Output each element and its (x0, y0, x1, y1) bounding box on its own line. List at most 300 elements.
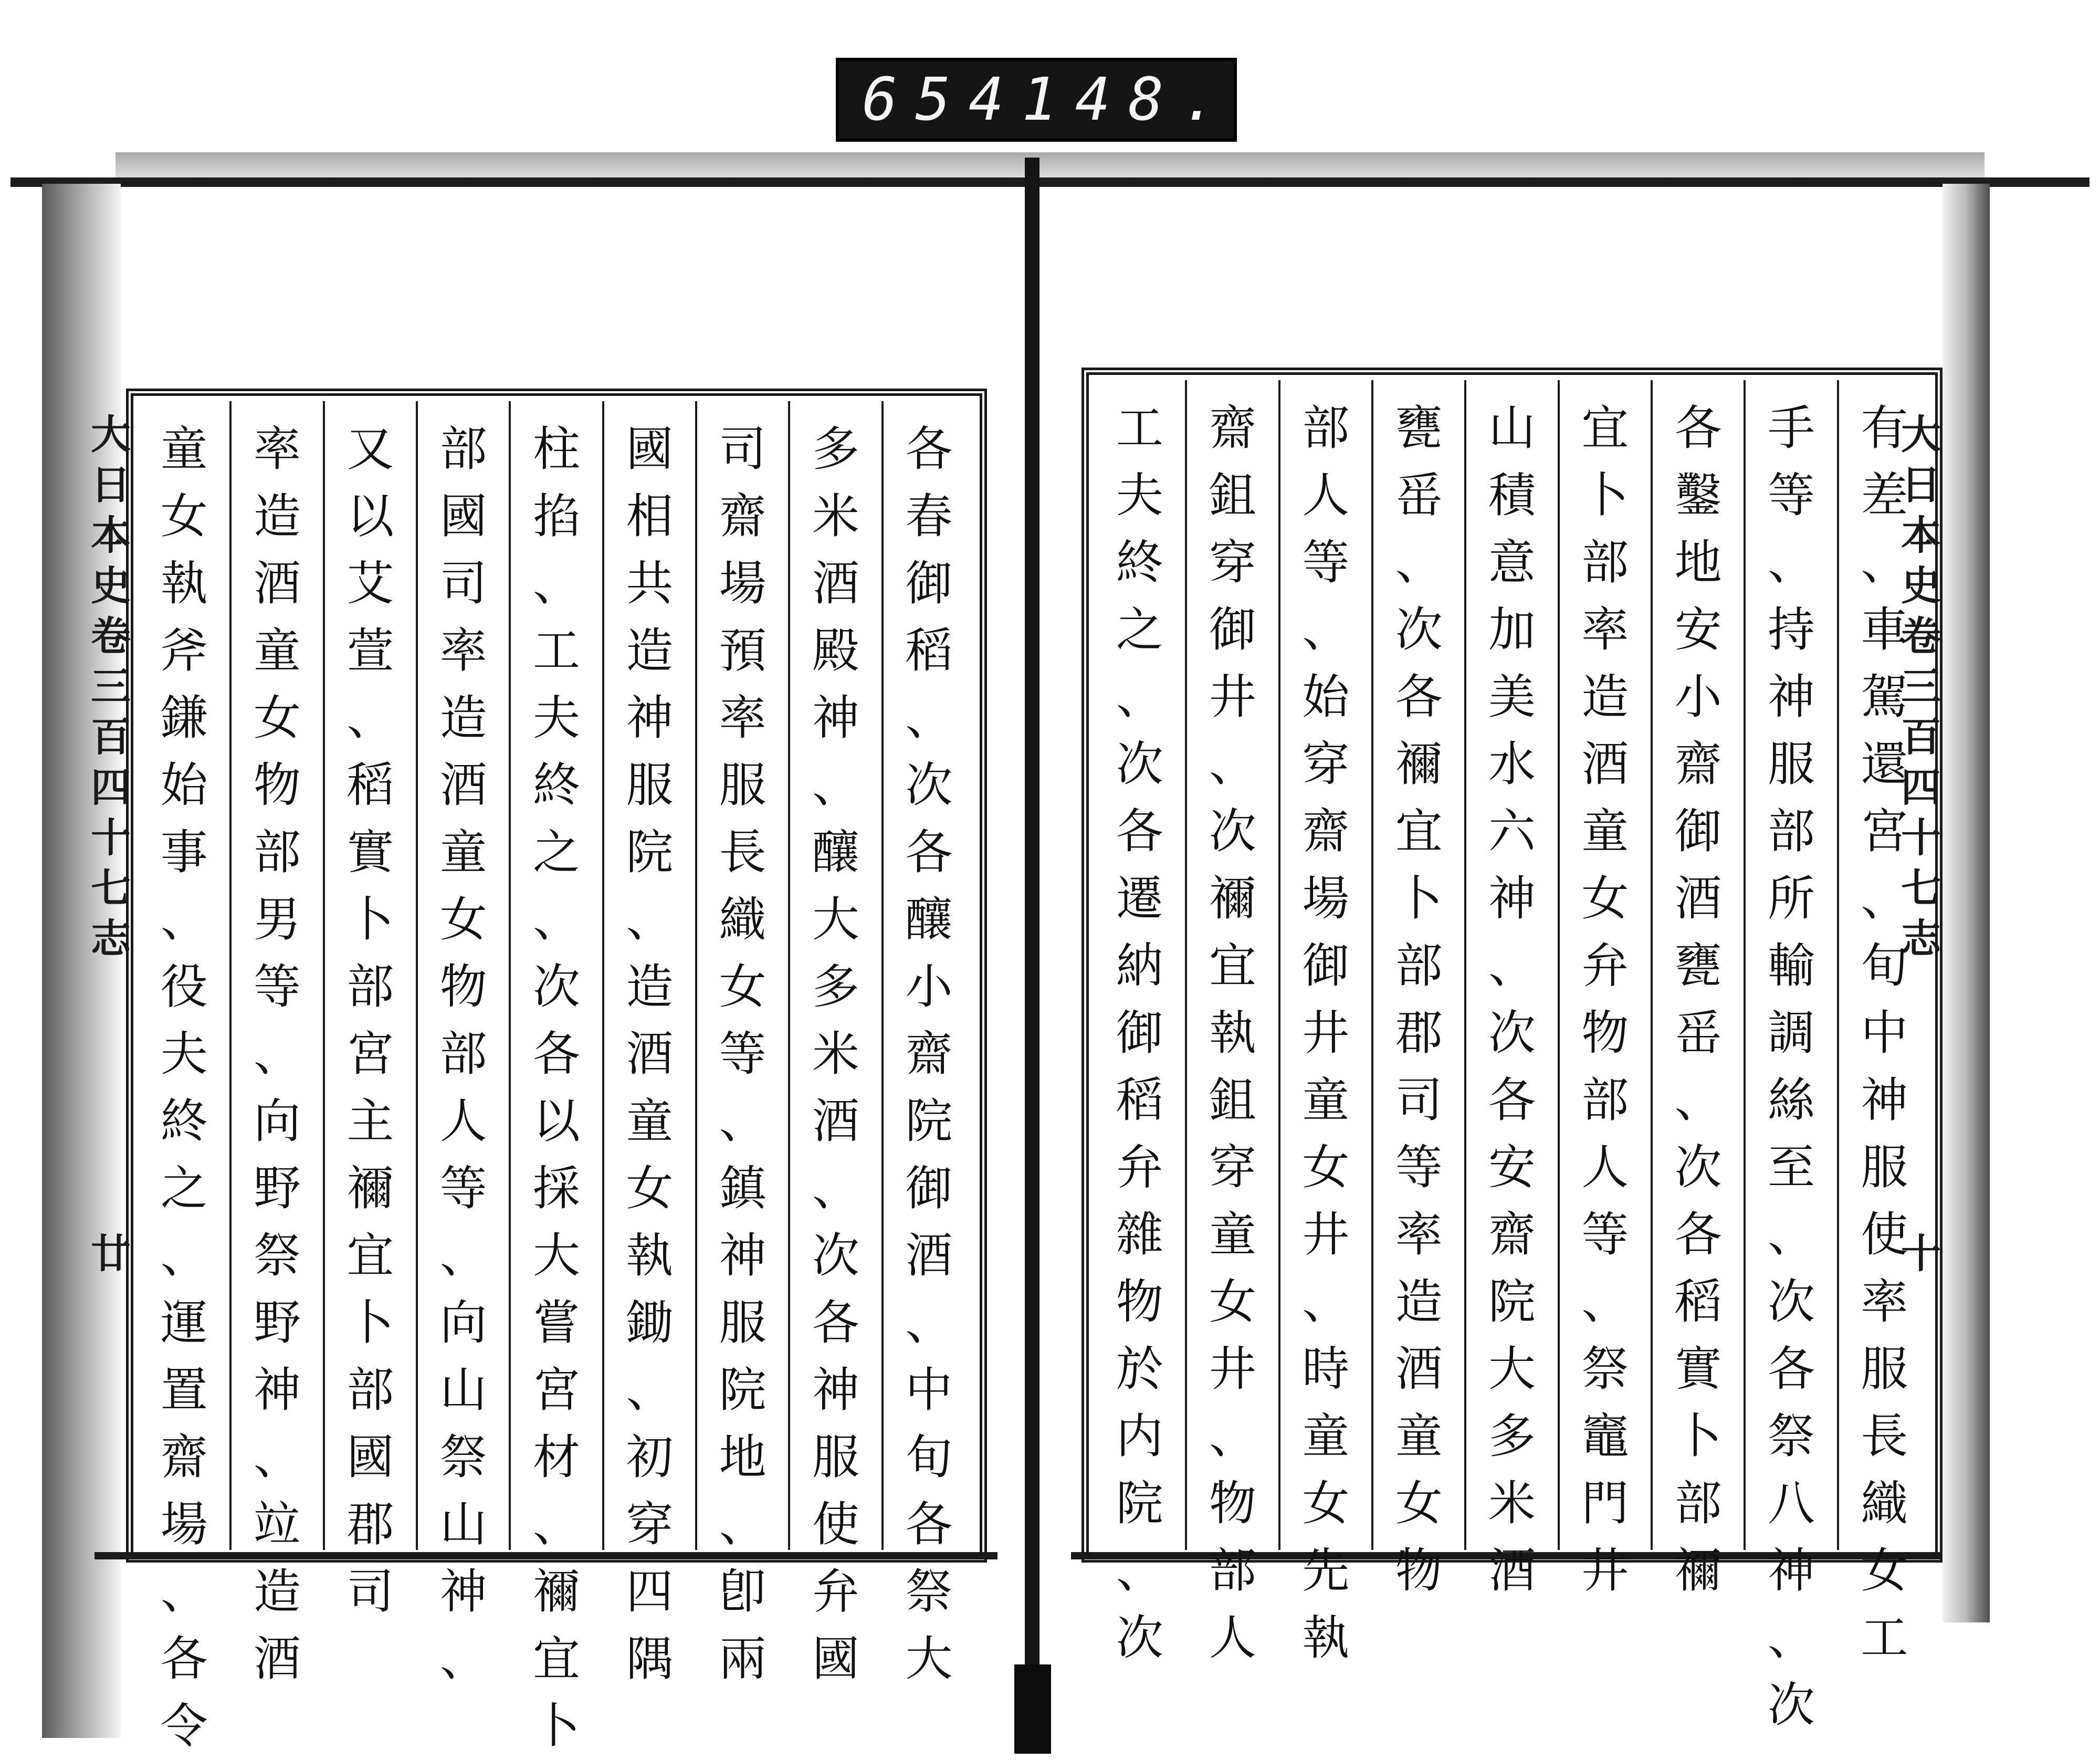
glyph: 、 (533, 1497, 581, 1552)
glyph: 神 (719, 1228, 766, 1283)
glyph: 神 (812, 690, 859, 746)
glyph: 部 (1674, 1476, 1722, 1531)
left-page-text-frame (126, 389, 987, 1754)
glyph: 内 (1116, 1409, 1163, 1464)
glyph: 四 (626, 1564, 674, 1619)
glyph: 酒 (439, 758, 487, 813)
margin-glyph: 日 (1901, 462, 1941, 508)
glyph: 、 (1209, 737, 1257, 792)
glyph: 御 (905, 1161, 953, 1216)
glyph: 工 (533, 623, 581, 678)
glyph: 禰 (533, 1564, 581, 1619)
text-column (139, 401, 229, 1754)
glyph: 齋 (719, 489, 766, 544)
glyph: 場 (160, 1497, 208, 1552)
glyph: 御 (1209, 602, 1257, 657)
glyph: 部 (1302, 401, 1350, 456)
glyph: 各 (1768, 1342, 1815, 1397)
glyph: 酒 (1674, 871, 1722, 926)
glyph: 使 (812, 1497, 859, 1552)
glyph: 物 (254, 758, 301, 813)
glyph: 次 (1116, 1610, 1163, 1665)
glyph: 小 (905, 959, 953, 1014)
glyph: 齋 (1209, 401, 1257, 456)
margin-glyph: 三 (91, 663, 131, 710)
glyph: 安 (1674, 602, 1722, 657)
glyph: 竝 (254, 1497, 301, 1552)
glyph: 服 (1861, 1342, 1908, 1397)
glyph: 女 (1581, 871, 1629, 926)
glyph: 輸 (1768, 938, 1815, 993)
text-column (1651, 380, 1744, 1598)
glyph: 實 (346, 825, 394, 880)
glyph: 女 (1302, 1476, 1350, 1531)
glyph: 率 (1395, 1207, 1443, 1262)
glyph: 等 (1302, 535, 1350, 590)
glyph: 女 (1302, 1140, 1350, 1195)
glyph: 鎮 (719, 1161, 766, 1216)
glyph: 等 (1395, 1140, 1443, 1195)
glyph: 宜 (346, 1228, 394, 1283)
glyph: 卽 (719, 1564, 766, 1619)
glyph: 山 (439, 1363, 487, 1418)
glyph: 部 (254, 825, 301, 880)
text-column (1278, 380, 1371, 1665)
glyph: 、 (439, 1228, 487, 1283)
glyph: 郡 (1395, 1005, 1443, 1061)
margin-glyph: 七 (1901, 865, 1941, 912)
glyph: 、 (533, 892, 581, 947)
glyph: 院 (626, 825, 674, 880)
glyph: 水 (1488, 737, 1536, 792)
margin-glyph: 四 (91, 764, 131, 811)
glyph: 等 (1581, 1207, 1629, 1262)
glyph: 部 (1209, 1543, 1257, 1598)
glyph: 共 (626, 556, 674, 611)
glyph: 部 (346, 959, 394, 1014)
glyph: 宜 (533, 1631, 581, 1686)
stamp-right-number: 148. (1022, 66, 1235, 134)
glyph: 中 (905, 1363, 953, 1418)
glyph: 向 (439, 1295, 487, 1350)
glyph: 童 (254, 623, 301, 678)
glyph: 掐 (533, 489, 581, 544)
glyph: 地 (719, 1430, 766, 1485)
text-column (416, 401, 509, 1686)
glyph: 甕 (1674, 938, 1722, 993)
glyph: 向 (254, 1094, 301, 1149)
glyph: 女 (719, 959, 766, 1014)
glyph: 野 (254, 1161, 301, 1216)
glyph: 宜 (1581, 401, 1629, 456)
glyph: 次 (1674, 1140, 1722, 1195)
glyph: 祭 (1768, 1409, 1815, 1464)
glyph: 人 (1302, 468, 1350, 523)
glyph: 物 (1116, 1274, 1163, 1329)
glyph: 、 (1768, 535, 1815, 590)
glyph: 柱 (533, 422, 581, 477)
glyph: 齋 (1302, 804, 1350, 859)
glyph: 又 (346, 422, 394, 477)
glyph: 酒 (254, 556, 301, 611)
glyph: 、 (626, 1363, 674, 1418)
glyph: 物 (1209, 1476, 1257, 1531)
glyph: 釀 (812, 825, 859, 880)
glyph: 物 (1395, 1543, 1443, 1598)
glyph: 大 (1488, 1342, 1536, 1397)
glyph: 率 (254, 422, 301, 477)
glyph: 、 (439, 1631, 487, 1686)
glyph: 旬 (905, 1430, 953, 1485)
glyph: 御 (905, 556, 953, 611)
glyph: 酒 (1488, 1543, 1536, 1598)
margin-glyph: 百 (1901, 714, 1941, 760)
glyph: 各 (905, 422, 953, 477)
glyph: 御 (1674, 804, 1722, 859)
glyph: 院 (905, 1094, 953, 1149)
glyph: 宮 (346, 1026, 394, 1082)
glyph: 以 (533, 1094, 581, 1149)
glyph: 國 (439, 489, 487, 544)
text-column (229, 401, 322, 1686)
glyph: 井 (1302, 1207, 1350, 1262)
glyph: 齋 (1674, 737, 1722, 792)
glyph: 部 (1395, 938, 1443, 993)
glyph: 服 (1768, 737, 1815, 792)
glyph: 等 (719, 1026, 766, 1082)
glyph: 八 (1768, 1476, 1815, 1531)
glyph: 萱 (346, 623, 394, 678)
text-column (1464, 380, 1557, 1598)
glyph: 之 (160, 1161, 208, 1216)
glyph: 稻 (346, 758, 394, 813)
glyph: 、 (1861, 535, 1908, 590)
margin-glyph: 十 (1901, 814, 1941, 861)
glyph: 各 (905, 1497, 953, 1552)
glyph: 宮 (533, 1363, 581, 1418)
margin-glyph: 卷 (91, 613, 131, 659)
glyph: 卜 (346, 1295, 394, 1350)
glyph: 井 (1302, 1005, 1350, 1061)
glyph: 造 (254, 489, 301, 544)
glyph: 積 (1488, 468, 1536, 523)
glyph: 殿 (812, 623, 859, 678)
glyph: 女 (1861, 1543, 1908, 1598)
glyph: 司 (439, 556, 487, 611)
glyph: 酒 (905, 1228, 953, 1283)
glyph: 各 (905, 825, 953, 880)
glyph: 先 (1302, 1543, 1350, 1598)
glyph: 執 (626, 1228, 674, 1283)
glyph: 神 (1768, 1543, 1815, 1598)
glyph: 持 (1768, 602, 1815, 657)
glyph: 部 (439, 1026, 487, 1082)
glyph: 禰 (1395, 737, 1443, 792)
text-column (695, 401, 788, 1686)
glyph: 、 (160, 1564, 208, 1619)
glyph: 童 (439, 825, 487, 880)
glyph: 神 (1488, 871, 1536, 926)
glyph: 穿 (1302, 737, 1350, 792)
glyph: 次 (533, 959, 581, 1014)
glyph: 、 (1395, 535, 1443, 590)
glyph: 、 (812, 758, 859, 813)
archive-stamp (836, 58, 1237, 142)
text-column (1837, 380, 1930, 1665)
glyph: 終 (160, 1094, 208, 1149)
glyph: 卜 (1395, 871, 1443, 926)
glyph: 次 (1768, 1678, 1815, 1733)
text-column (1371, 380, 1464, 1598)
glyph: 斧 (160, 623, 208, 678)
glyph: 、 (719, 1094, 766, 1149)
glyph: 童 (626, 1094, 674, 1149)
glyph: 等 (254, 959, 301, 1014)
left-page-columns (139, 401, 974, 1754)
glyph: 神 (812, 1363, 859, 1418)
glyph: 稻 (905, 623, 953, 678)
glyph: 加 (1488, 602, 1536, 657)
glyph: 手 (1768, 401, 1815, 456)
glyph: 井 (1581, 1543, 1629, 1598)
glyph: 女 (1209, 1274, 1257, 1329)
glyph: 司 (719, 422, 766, 477)
glyph: 各 (1488, 1073, 1536, 1128)
glyph: 竈 (1581, 1409, 1629, 1464)
glyph: 女 (439, 892, 487, 947)
margin-glyph: 七 (91, 865, 131, 912)
glyph: 、 (254, 1026, 301, 1082)
glyph: 各 (1116, 804, 1163, 859)
right-page-columns (1094, 380, 1930, 1733)
glyph: 地 (1674, 535, 1722, 590)
glyph: 䍃 (1674, 1005, 1722, 1061)
glyph: 䍃 (1395, 468, 1443, 523)
text-column (323, 401, 416, 1619)
glyph: 酒 (1581, 737, 1629, 792)
glyph: 夫 (1116, 468, 1163, 523)
glyph: 各 (1674, 401, 1722, 456)
glyph: 酒 (812, 1094, 859, 1149)
glyph: 車 (1861, 602, 1908, 657)
glyph: 令 (160, 1699, 208, 1754)
glyph: 六 (1488, 804, 1536, 859)
glyph: 人 (1209, 1610, 1257, 1665)
glyph: 、 (1302, 602, 1350, 657)
glyph: 執 (160, 556, 208, 611)
glyph: 始 (160, 758, 208, 813)
glyph: 意 (1488, 535, 1536, 590)
glyph: 部 (1768, 804, 1815, 859)
glyph: 山 (1488, 401, 1536, 456)
glyph: 、 (1768, 1610, 1815, 1665)
glyph: 卜 (1674, 1409, 1722, 1464)
glyph: 、 (1674, 1073, 1722, 1128)
glyph: 部 (346, 1363, 394, 1418)
glyph: 、 (1116, 669, 1163, 725)
text-column (788, 401, 881, 1686)
glyph: 次 (812, 1228, 859, 1283)
glyph: 神 (439, 1564, 487, 1619)
glyph: 率 (1861, 1274, 1908, 1329)
glyph: 部 (439, 422, 487, 477)
glyph: 稻 (1674, 1274, 1722, 1329)
glyph: 所 (1768, 871, 1815, 926)
text-column (602, 401, 695, 1686)
text-column (1185, 380, 1278, 1665)
glyph: 酒 (1395, 1342, 1443, 1397)
glyph: 野 (254, 1295, 301, 1350)
glyph: 禰 (1209, 871, 1257, 926)
right-page-edge (1942, 184, 1990, 1622)
glyph: 司 (346, 1564, 394, 1619)
glyph: 隅 (626, 1631, 674, 1686)
glyph: 酒 (812, 556, 859, 611)
margin-glyph: 百 (91, 714, 131, 760)
glyph: 井 (1209, 669, 1257, 725)
glyph: 國 (626, 422, 674, 477)
glyph: 禰 (1674, 1543, 1722, 1598)
glyph: 釀 (905, 892, 953, 947)
glyph: 、 (254, 1430, 301, 1485)
glyph: 事 (160, 825, 208, 880)
glyph: 兩 (719, 1631, 766, 1686)
glyph: 駕 (1861, 669, 1908, 725)
glyph: 國 (346, 1430, 394, 1485)
glyph: 夫 (533, 690, 581, 746)
glyph: 齋 (160, 1430, 208, 1485)
glyph: 至 (1768, 1140, 1815, 1195)
margin-glyph: 大 (1901, 411, 1941, 458)
glyph: 多 (812, 422, 859, 477)
glyph: 、 (1488, 938, 1536, 993)
glyph: 造 (439, 690, 487, 746)
glyph: 、 (626, 892, 674, 947)
glyph: 旬 (1861, 938, 1908, 993)
glyph: 米 (812, 489, 859, 544)
glyph: 等 (439, 1161, 487, 1216)
glyph: 院 (1488, 1274, 1536, 1329)
glyph: 齋 (1488, 1207, 1536, 1262)
glyph: 神 (1861, 1073, 1908, 1128)
glyph: 時 (1302, 1342, 1350, 1397)
glyph: 弁 (1116, 1140, 1163, 1195)
glyph: 甕 (1395, 401, 1443, 456)
glyph: 各 (812, 1295, 859, 1350)
glyph: 、 (346, 690, 394, 746)
glyph: 祭 (1581, 1342, 1629, 1397)
glyph: 大 (905, 1631, 953, 1686)
text-column (1094, 380, 1185, 1665)
glyph: 服 (1861, 1140, 1908, 1195)
glyph: 卜 (346, 892, 394, 947)
stamp-left-number: 654 (862, 66, 1022, 134)
glyph: 院 (719, 1363, 766, 1418)
text-column (1558, 380, 1651, 1598)
glyph: 織 (719, 892, 766, 947)
glyph: 美 (1488, 669, 1536, 725)
glyph: 服 (626, 758, 674, 813)
right-page-folio: 十 (1901, 1230, 1941, 1277)
glyph: 祭 (254, 1228, 301, 1283)
glyph: 場 (719, 556, 766, 611)
glyph: 、 (905, 690, 953, 746)
glyph: 各 (533, 1026, 581, 1082)
glyph: 、 (1861, 871, 1908, 926)
glyph: 物 (1581, 1005, 1629, 1061)
margin-glyph: 本 (91, 512, 131, 559)
glyph: 多 (812, 959, 859, 1014)
glyph: 次 (1488, 1005, 1536, 1061)
glyph: 宮 (1861, 804, 1908, 859)
glyph: 物 (439, 959, 487, 1014)
margin-glyph: 四 (1901, 764, 1941, 811)
glyph: 小 (1674, 669, 1722, 725)
glyph: 童 (160, 422, 208, 477)
glyph: 酒 (254, 1631, 301, 1686)
glyph: 、 (1116, 1543, 1163, 1598)
glyph: 使 (1861, 1207, 1908, 1262)
glyph: 、 (1302, 1274, 1350, 1329)
glyph: 鑿 (1674, 468, 1722, 523)
glyph: 造 (1395, 1274, 1443, 1329)
glyph: 服 (812, 1430, 859, 1485)
glyph: 實 (1674, 1342, 1722, 1397)
glyph: 神 (254, 1363, 301, 1418)
glyph: 禰 (346, 1161, 394, 1216)
glyph: 終 (533, 758, 581, 813)
glyph: 場 (1302, 871, 1350, 926)
glyph: 神 (1768, 669, 1815, 725)
glyph: 主 (346, 1094, 394, 1149)
glyph: 鉏 (1209, 468, 1257, 523)
glyph: 造 (626, 623, 674, 678)
glyph: 酒 (626, 1026, 674, 1082)
left-page-folio: 廿 (91, 1230, 131, 1277)
glyph: 率 (439, 623, 487, 678)
glyph: 織 (1861, 1476, 1908, 1531)
glyph: 司 (1395, 1073, 1443, 1128)
glyph: 童 (1209, 1207, 1257, 1262)
glyph: 次 (1395, 602, 1443, 657)
glyph: 穿 (1209, 1140, 1257, 1195)
glyph: 宜 (1395, 804, 1443, 859)
glyph: 門 (1581, 1476, 1629, 1531)
binding-rod (10, 177, 2090, 187)
glyph: 執 (1209, 1005, 1257, 1061)
glyph: 工 (1861, 1610, 1908, 1665)
glyph: 採 (533, 1161, 581, 1216)
glyph: 納 (1116, 938, 1163, 993)
glyph: 童 (1302, 1073, 1350, 1128)
glyph: 卜 (1581, 468, 1629, 523)
glyph: 調 (1768, 1005, 1815, 1061)
margin-glyph: 大 (91, 411, 131, 458)
glyph: 各 (1395, 669, 1443, 725)
glyph: 次 (1116, 737, 1163, 792)
glyph: 童 (1302, 1409, 1350, 1464)
margin-glyph: 史 (1901, 562, 1941, 609)
glyph: 嘗 (533, 1295, 581, 1350)
glyph: 等 (1768, 468, 1815, 523)
glyph: 安 (1488, 1140, 1536, 1195)
left-page-margin-label (90, 410, 131, 964)
glyph: 穿 (1209, 535, 1257, 590)
text-column (881, 401, 974, 1686)
glyph: 艾 (346, 556, 394, 611)
glyph: 人 (439, 1094, 487, 1149)
glyph: 服 (719, 1295, 766, 1350)
